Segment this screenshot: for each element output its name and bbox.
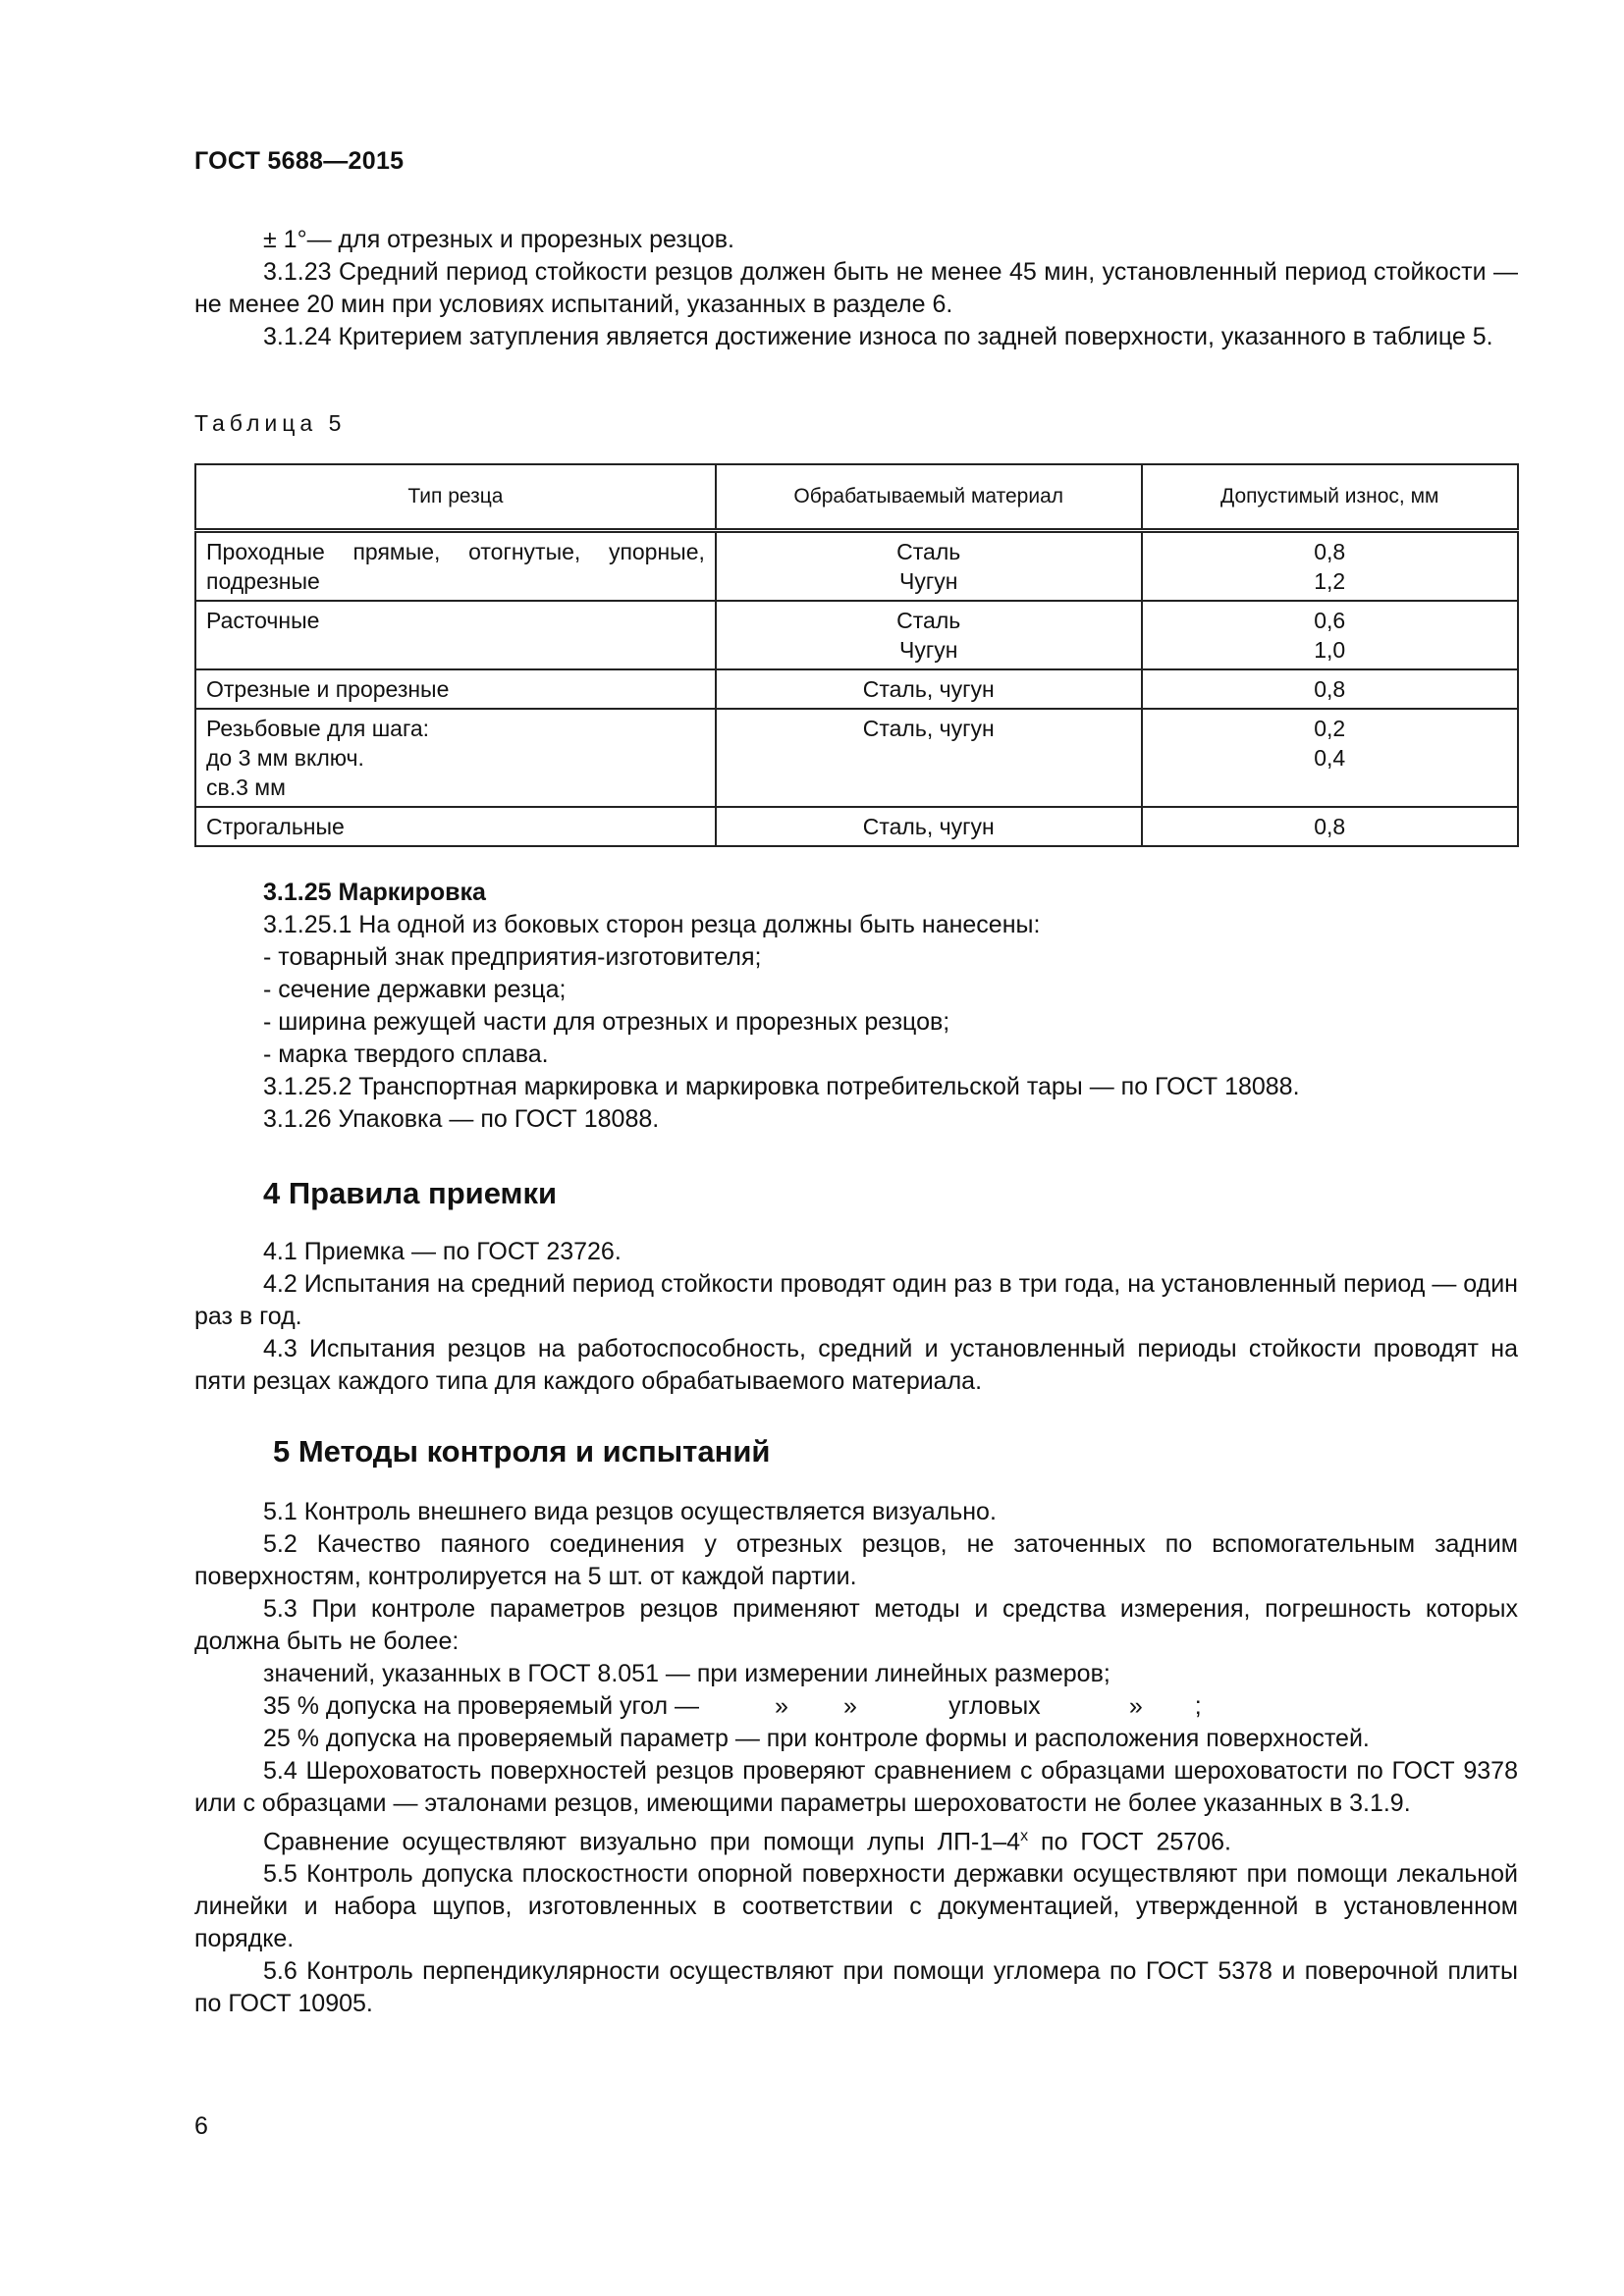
cell-line: 0,2	[1314, 716, 1346, 741]
table-cell-material: Сталь, чугун	[716, 669, 1142, 709]
cell-line: 1,0	[1314, 637, 1346, 663]
cell-line: св.3 мм	[206, 774, 286, 800]
section-5-paragraph: 5.6 Контроль перпендикулярности осуществляют при помощи угломера по ГОСТ 5378 и поверочной плиты по ГОСТ 10905.	[194, 1957, 1518, 2018]
section-5-paragraph: 5.1 Контроль внешнего вида резцов осуществляется визуально.	[263, 1498, 997, 1525]
cell-line: Чугун	[898, 637, 958, 663]
section-4-body	[194, 1236, 1518, 1398]
page-number: 6	[194, 2112, 208, 2140]
ditto-mark: »	[774, 1692, 788, 1720]
marking-list-item: - товарный знак предприятия-изготовителя;	[263, 943, 762, 971]
intro-paragraph: 3.1.23 Средний период стойкости резцов должен быть не менее 45 мин, установленный период стойкости — не менее 20 мин при условиях испытаний, указанных в разделе 6.	[194, 258, 1518, 318]
marking-list-item: - марка твердого сплава.	[263, 1041, 549, 1068]
cell-line: Сталь	[896, 608, 961, 633]
table-row	[195, 669, 1518, 709]
ditto-mark: »	[842, 1692, 857, 1720]
table-cell-material: Сталь, чугун	[716, 807, 1142, 846]
table-cell-material: Сталь, чугун	[716, 709, 1142, 807]
intro-block	[194, 224, 1518, 353]
cell-line: 0,6	[1314, 608, 1346, 633]
section-5-paragraph	[194, 1820, 1518, 1858]
marking-title: 3.1.25 Маркировка	[263, 879, 486, 906]
table-header-cell: Обрабатываемый материал	[716, 464, 1142, 531]
table-cell-wear: 0,8	[1142, 669, 1519, 709]
section-4-paragraph: 4.1 Приемка — по ГОСТ 23726.	[263, 1238, 622, 1265]
table-cell-wear	[1142, 709, 1519, 807]
marking-block	[194, 877, 1518, 1136]
table-header-cell: Допустимый износ, мм	[1142, 464, 1519, 531]
cell-line: Сталь	[896, 539, 961, 564]
marking-paragraph: 3.1.26 Упаковка — по ГОСТ 18088.	[263, 1105, 660, 1133]
wear-table	[194, 463, 1519, 847]
cell-line: 0,8	[1314, 539, 1346, 564]
marking-list-item: - сечение державки резца;	[263, 976, 567, 1003]
cell-line: до 3 мм включ.	[206, 745, 364, 771]
marking-list-item: - ширина режущей части для отрезных и прорезных резцов;	[263, 1008, 950, 1036]
section-4-title: 4 Правила приемки	[263, 1176, 558, 1210]
table-cell-type: Отрезные и прорезные	[195, 669, 716, 709]
section-4-paragraph: 4.2 Испытания на средний период стойкости проводят один раз в три года, на установленный период — один раз в год.	[194, 1270, 1518, 1330]
table-header-row	[195, 464, 1518, 531]
cell-line: Резьбовые для шага:	[206, 716, 430, 741]
magnifier-superscript: х	[1020, 1828, 1029, 1844]
section-5-paragraph: 5.4 Шероховатость поверхностей резцов проверяют сравнением с образцами шероховатости по ГОСТ 9378 или с образцами — эталонами резцов, имеющими параметры шероховатости не более указанных в 3.1.9.	[194, 1757, 1518, 1817]
marking-paragraph: 3.1.25.1 На одной из боковых сторон резца должны быть нанесены:	[263, 911, 1041, 938]
section-5-paragraph: 5.5 Контроль допуска плоскостности опорной поверхности державки осуществляют при помощи лекальной линейки и набора щупов, изготовленных в соответствии с документацией, утвержденной в установленном порядке.	[194, 1860, 1518, 1953]
table-cell-type	[195, 709, 716, 807]
table-cell-wear	[1142, 601, 1519, 669]
ditto-word: угловых	[948, 1692, 1041, 1720]
table-cell-material	[716, 531, 1142, 602]
table-cell-type: Расточные	[195, 601, 716, 669]
section-5-paragraph: 5.2 Качество паяного соединения у отрезных резцов, не заточенных по вспомогательным задним поверхностям, контролируется на 5 шт. от каждой партии.	[194, 1530, 1518, 1590]
table-cell-wear	[1142, 531, 1519, 602]
section-5-paragraph: значений, указанных в ГОСТ 8.051 — при измерении линейных размеров;	[263, 1660, 1110, 1687]
table-header-cell: Тип резца	[195, 464, 716, 531]
marking-paragraph: 3.1.25.2 Транспортная маркировка и маркировка потребительской тары — по ГОСТ 18088.	[263, 1073, 1300, 1100]
table-caption: Таблица 5	[194, 410, 347, 436]
intro-paragraph: ± 1°— для отрезных и прорезных резцов.	[263, 226, 735, 253]
document-header: ГОСТ 5688—2015	[194, 147, 405, 175]
table-cell-material	[716, 601, 1142, 669]
cell-line: 1,2	[1314, 568, 1346, 594]
ditto-text: 35 % допуска на проверяемый угол —	[263, 1692, 700, 1720]
intro-paragraph: 3.1.24 Критерием затупления является достижение износа по задней поверхности, указанного в таблице 5.	[263, 323, 1493, 350]
section-5-paragraph: 25 % допуска на проверяемый параметр — при контроле формы и расположения поверхностей.	[263, 1725, 1370, 1752]
table-cell-wear: 0,8	[1142, 807, 1519, 846]
section-5-paragraph-ditto	[194, 1690, 1518, 1723]
section-5-body	[194, 1496, 1518, 2020]
magnifier-text: Сравнение осуществляют визуально при помощи лупы ЛП-1–4	[263, 1828, 1021, 1856]
table-row	[195, 807, 1518, 846]
table-row	[195, 601, 1518, 669]
magnifier-text-end: по ГОСТ 25706.	[1041, 1828, 1231, 1856]
ditto-mark: »	[1128, 1692, 1143, 1720]
section-5-title: 5 Методы контроля и испытаний	[273, 1434, 771, 1468]
table-cell-type: Проходные прямые, отогнутые, упорные, подрезные	[195, 531, 716, 602]
cell-line: 0,4	[1314, 745, 1346, 771]
table-cell-type: Строгальные	[195, 807, 716, 846]
cell-line: Чугун	[898, 568, 958, 594]
table-row	[195, 531, 1518, 602]
ditto-end: ;	[1194, 1692, 1202, 1720]
table-row	[195, 709, 1518, 807]
section-5-paragraph: 5.3 При контроле параметров резцов применяют методы и средства измерения, погрешность которых должна быть не более:	[194, 1595, 1518, 1655]
section-4-paragraph: 4.3 Испытания резцов на работоспособность, средний и установленный периоды стойкости проводят на пяти резцах каждого типа для каждого обрабатываемого материала.	[194, 1335, 1518, 1395]
